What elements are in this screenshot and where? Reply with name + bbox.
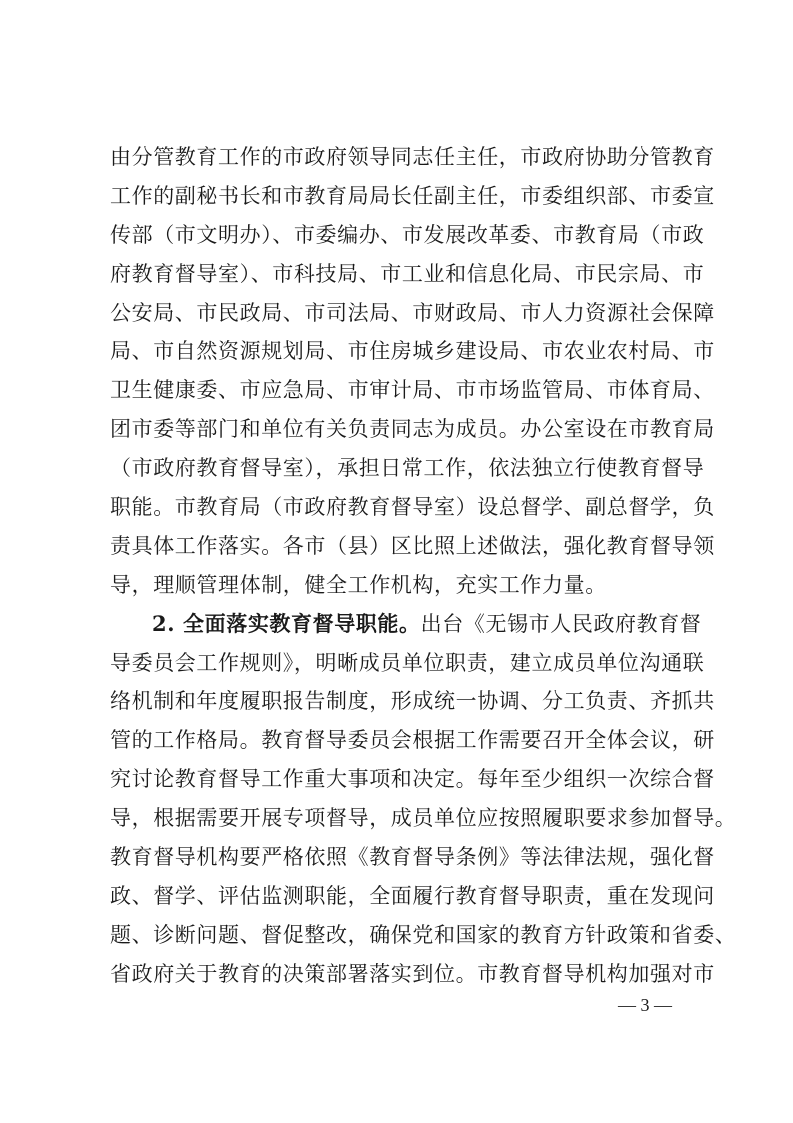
text-line: 省政府关于教育的决策部署落实到位。市教育督导机构加强对市: [110, 961, 715, 986]
text-line: 导，根据需要开展专项督导，成员单位应按照履职要求参加督导。: [110, 806, 737, 831]
text-line: 卫生健康委、市应急局、市审计局、市市场监管局、市体育局、: [110, 378, 715, 403]
text-line: 络机制和年度履职报告制度，形成统一协调、分工负责、齐抓共: [110, 689, 715, 714]
text-line: 责具体工作落实。各市（县）区比照上述做法，强化教育督导领: [110, 533, 715, 558]
text-line: 管的工作格局。教育督导委员会根据工作需要召开全体会议，研: [110, 728, 715, 753]
section-2-first-line-text: 出台《无锡市人民政府教育督: [420, 611, 702, 636]
text-line: 职能。市教育局（市政府教育督导室）设总督学、副总督学，负: [110, 495, 715, 520]
page-number: — 3 —: [618, 995, 672, 1015]
section-2-first-line: [110, 605, 700, 644]
text-line: 导委员会工作规则》，明晰成员单位职责，建立成员单位沟通联: [110, 650, 705, 675]
text-line: 局、市自然资源规划局、市住房城乡建设局、市农业农村局、市: [110, 339, 715, 364]
text-line: 府教育督导室）、市科技局、市工业和信息化局、市民宗局、市: [110, 261, 705, 286]
text-line: 公安局、市民政局、市司法局、市财政局、市人力资源社会保障: [110, 300, 715, 325]
body-text: [110, 138, 737, 994]
text-line: 政、督学、评估监测职能，全面履行教育督导职责，重在发现问: [110, 883, 715, 908]
text-line: 教育督导机构要严格依照《教育督导条例》等法律法规，强化督: [110, 845, 715, 870]
text-line: 工作的副秘书长和市教育局局长任副主任，市委组织部、市委宣: [110, 183, 715, 208]
section-2-heading: 2. 全面落实教育督导职能。: [152, 610, 421, 636]
text-line: 究讨论教育督导工作重大事项和决定。每年至少组织一次综合督: [110, 767, 715, 792]
text-line: 题、诊断问题、督促整改，确保党和国家的教育方针政策和省委、: [110, 922, 737, 947]
text-line: 传部（市文明办）、市委编办、市发展改革委、市教育局（市政: [110, 222, 705, 247]
text-line: 团市委等部门和单位有关负责同志为成员。办公室设在市教育局: [110, 417, 715, 442]
text-line: 导，理顺管理体制，健全工作机构，充实工作力量。: [110, 572, 607, 597]
text-line: 由分管教育工作的市政府领导同志任主任，市政府协助分管教育: [110, 145, 715, 169]
text-line: （市政府教育督导室），承担日常工作，依法独立行使教育督导: [110, 456, 705, 481]
